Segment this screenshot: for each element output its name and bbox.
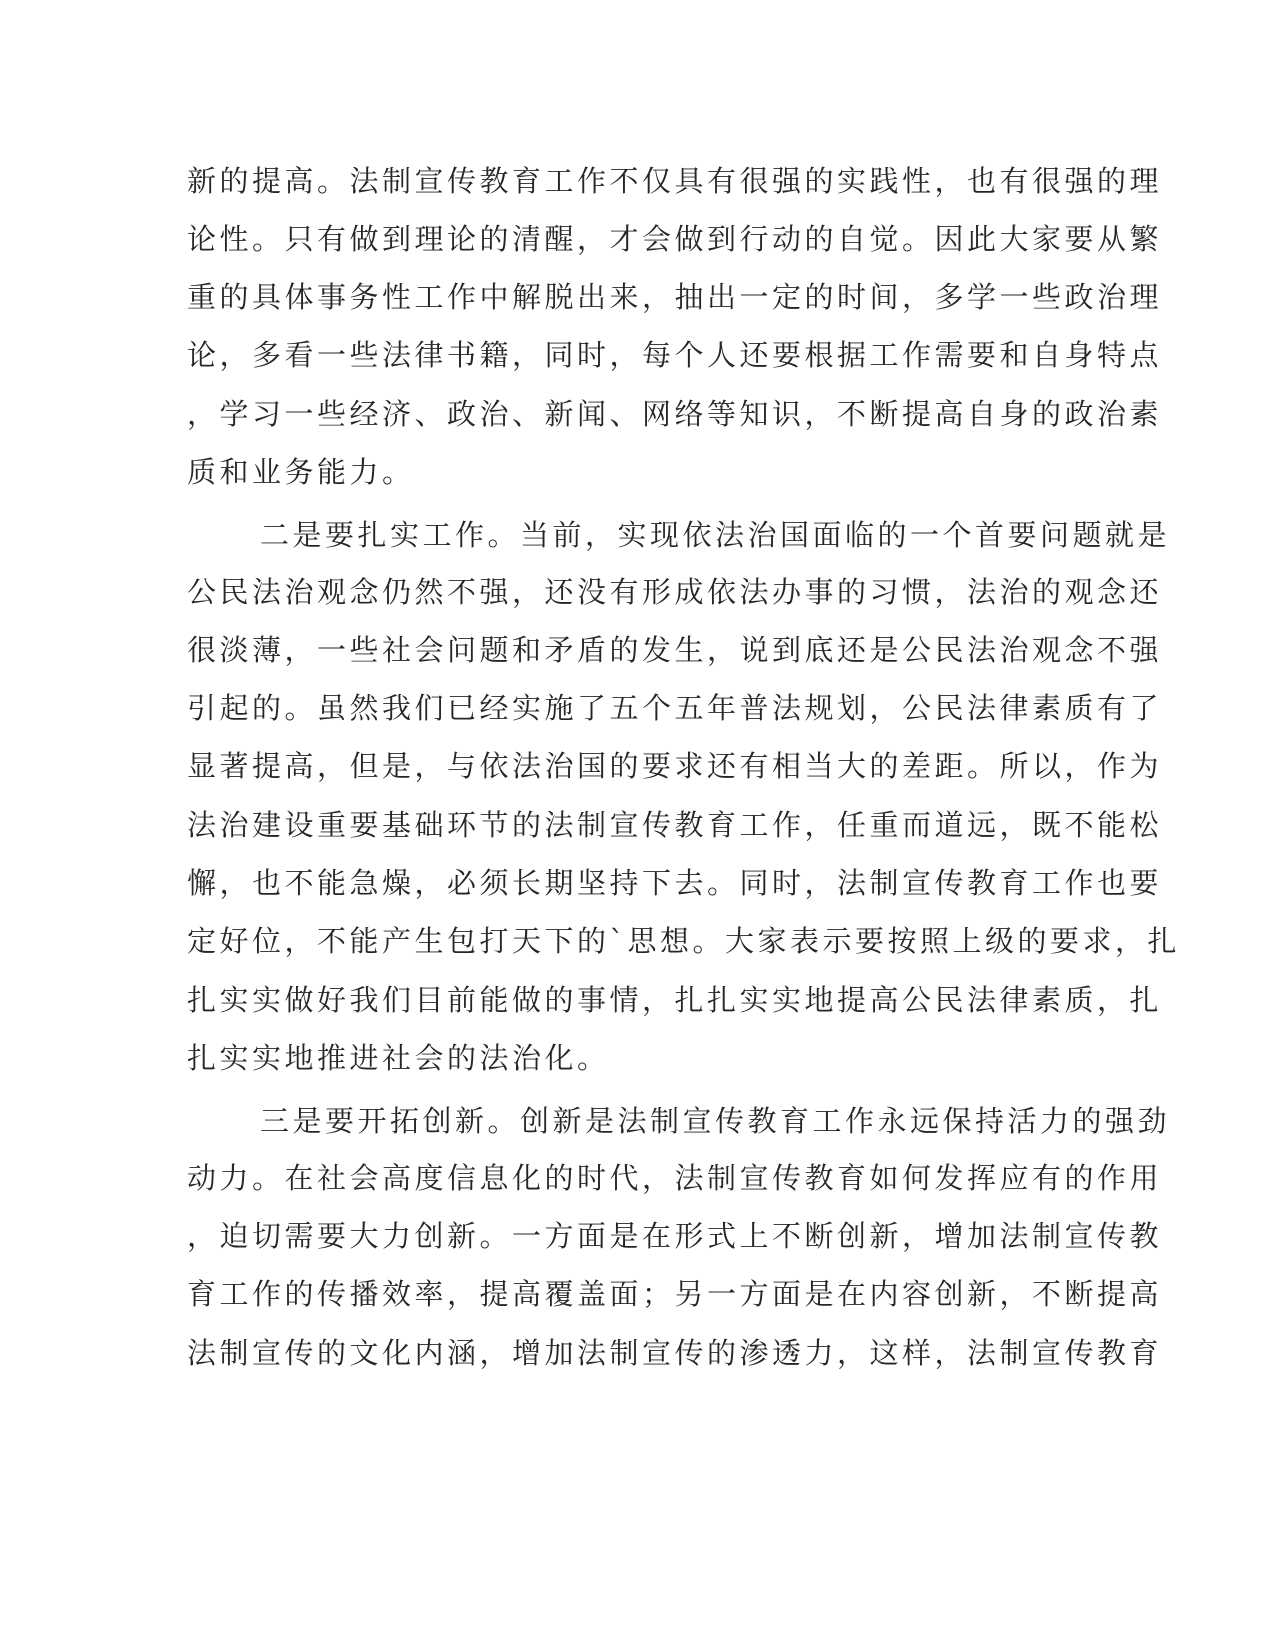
text-line: 论，多看一些法律书籍，同时，每个人还要根据工作需要和自身特点	[187, 338, 1163, 372]
text-line: 育工作的传播效率，提高覆盖面；另一方面是在内容创新，不断提高	[187, 1277, 1163, 1311]
text-line: 公民法治观念仍然不强，还没有形成依法办事的习惯，法治的观念还	[187, 575, 1163, 609]
text-line: 扎实实做好我们目前能做的事情，扎扎实实地提高公民法律素质，扎	[187, 983, 1163, 1017]
text-line: 动力。在社会高度信息化的时代，法制宣传教育如何发挥应有的作用	[187, 1161, 1163, 1195]
text-line: 法治建设重要基础环节的法制宣传教育工作，任重而道远，既不能松	[187, 808, 1163, 842]
text-line: 新的提高。法制宣传教育工作不仅具有很强的实践性，也有很强的理	[187, 164, 1163, 198]
text-line: 引起的。虽然我们已经实施了五个五年普法规划，公民法律素质有了	[187, 691, 1163, 725]
text-line: 重的具体事务性工作中解脱出来，抽出一定的时间，多学一些政治理	[187, 280, 1163, 314]
text-line: 法制宣传的文化内涵，增加法制宣传的渗透力，这样，法制宣传教育	[187, 1336, 1163, 1370]
text-line: ，学习一些经济、政治、新闻、网络等知识，不断提高自身的政治素	[187, 397, 1163, 431]
text-line: 懈，也不能急燥，必须长期坚持下去。同时，法制宣传教育工作也要	[187, 866, 1163, 900]
text-line: 论性。只有做到理论的清醒，才会做到行动的自觉。因此大家要从繁	[187, 222, 1163, 256]
text-line: 扎实实地推进社会的法治化。	[187, 1041, 610, 1075]
paragraph-first-line: 二是要扎实工作。当前，实现依法治国面临的一个首要问题就是	[260, 518, 1171, 552]
paragraph-first-line: 三是要开拓创新。创新是法制宣传教育工作永远保持活力的强劲	[260, 1104, 1171, 1138]
text-line: 很淡薄，一些社会问题和矛盾的发生，说到底还是公民法治观念不强	[187, 633, 1163, 667]
text-line: ，迫切需要大力创新。一方面是在形式上不断创新，增加法制宣传教	[187, 1219, 1163, 1253]
text-line: 定好位，不能产生包打天下的`思想。大家表示要按照上级的要求，扎	[187, 924, 1181, 958]
text-line: 显著提高，但是，与依法治国的要求还有相当大的差距。所以，作为	[187, 749, 1163, 783]
text-line: 质和业务能力。	[187, 455, 415, 489]
